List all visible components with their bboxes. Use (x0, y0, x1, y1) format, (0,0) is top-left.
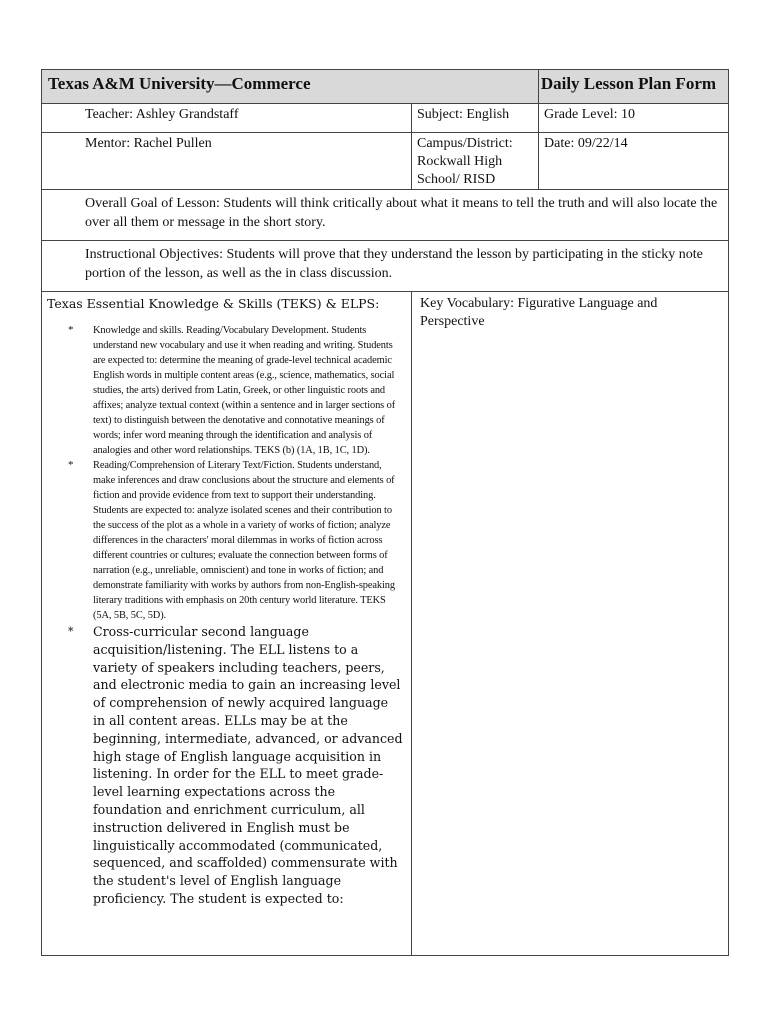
instructional-objectives: Instructional Objectives: Students will prove that they understand the lesson by participating in the sticky note portion of the lesson, as well as the in class discussion. (42, 241, 729, 292)
teks-item-text: Cross-curricular second language acquisition/listening. The ELL listens to a variety of speakers including teachers, peers, and electronic media to gain an increasing level of comprehension of newly acquired language in all content areas. ELLs may be at the beginning, intermediate, advanced, or advanced high stage of English language acquisition in listening. In order for the ELL to meet grade-level learning expectations across the foundation and enrichment curriculum, all instruction delivered in English must be linguistically accommodated (communicated, sequenced, and scaffolded) commensurate with the student's level of English language proficiency. The student is expected to: (93, 624, 403, 906)
teacher-row (42, 104, 729, 133)
subject-field: Subject: English (412, 104, 539, 133)
form-title: Daily Lesson Plan Form (539, 70, 729, 104)
lesson-plan-form (41, 69, 728, 956)
key-vocabulary: Key Vocabulary: Figurative Language and Perspective (412, 292, 729, 956)
teks-item-text: Reading/Comprehension of Literary Text/Fiction. Students understand, make inferences and draw conclusions about the structure and elements of fiction and provide evidence from text to support their understanding. Students are expected to: analyze isolated scenes and their contribution to the success of the plot as a whole in a variety of works of fiction; analyze differences in the characters' moral dilemmas in works of fiction across different countries or cultures; evaluate the connection between forms of narration (e.g., unreliable, omniscient) and tone in works of fiction; and demonstrate familiarity with works by authors from non-English-speaking literary traditions with emphasis on 20th century world literature. TEKS (5A, 5B, 5C, 5D). (93, 460, 395, 621)
mentor-field: Mentor: Rachel Pullen (42, 133, 412, 190)
teks-item (42, 323, 411, 458)
overall-goal: Overall Goal of Lesson: Students will think critically about what it means to tell the truth and will also locate the over all them or message in the short story. (42, 190, 729, 241)
grade-level-field: Grade Level: 10 (539, 104, 729, 133)
teks-vocab-row (42, 292, 729, 956)
teks-item (42, 458, 411, 623)
mentor-row (42, 133, 729, 190)
bullet-icon: * (68, 625, 74, 638)
teks-cell (42, 292, 412, 956)
teks-item-text: Knowledge and skills. Reading/Vocabulary Development. Students understand new vocabulary and use it when reading and writing. Students are expected to: determine the meaning of grade-level technical academic English words in multiple content areas (e.g., science, mathematics, social studies, the arts) derived from Latin, Greek, or other linguistic roots and affixes; analyze textual context (within a sentence and in larger sections of text) to distinguish between the denotative and connotative meanings of words; infer word meaning through the identification and analysis of analogies and other word relationships. TEKS (b) (1A, 1B, 1C, 1D). (93, 325, 396, 456)
objectives-row (42, 241, 729, 292)
bullet-icon: * (68, 459, 74, 471)
teks-list (42, 323, 411, 908)
date-field: Date: 09/22/14 (539, 133, 729, 190)
teks-item (42, 623, 411, 908)
lesson-plan-table (41, 69, 729, 956)
goal-row (42, 190, 729, 241)
university-name: Texas A&M University—Commerce (42, 70, 539, 104)
teks-title: Texas Essential Knowledge & Skills (TEKS) & ELPS: (47, 296, 380, 311)
teacher-field: Teacher: Ashley Grandstaff (42, 104, 412, 133)
campus-district-field: Campus/District: Rockwall High School/ RISD (412, 133, 539, 190)
form-header-row (42, 70, 729, 104)
bullet-icon: * (68, 324, 74, 336)
